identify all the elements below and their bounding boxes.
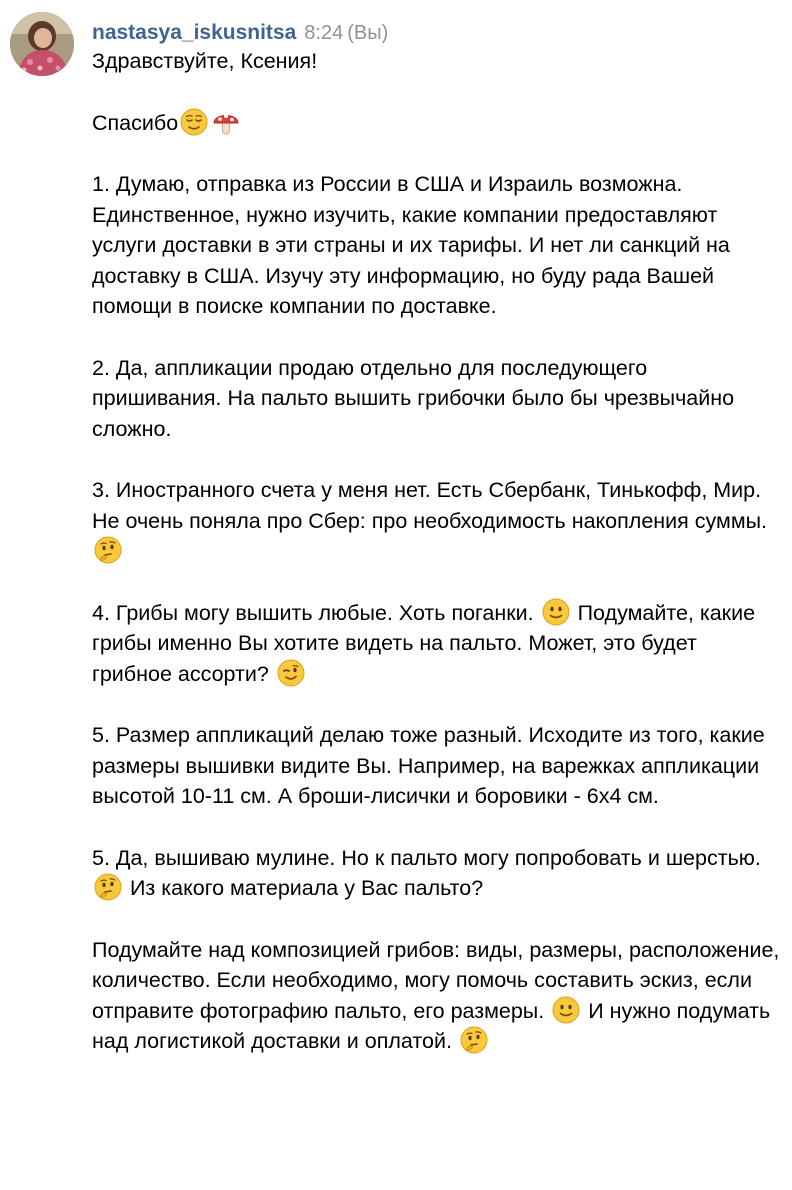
- message-paragraph: [92, 353, 782, 445]
- slight-smile-icon: [542, 598, 570, 626]
- mushroom-icon: [212, 108, 240, 136]
- message-text: И нужно подумать над логистикой доставки и оплатой.: [92, 998, 771, 1053]
- author-name[interactable]: nastasya_iskusnitsa: [92, 21, 297, 44]
- slight-smile-icon: [552, 996, 580, 1024]
- message-text: 1. Думаю, отправка из России в США и Израиль возможна. Единственное, нужно изучить, какие компании предоставляют услуги доставки в эти страны и их тарифы. И нет ли санкций на доставку в США. Изучу эту информацию, но буду рада Вашей помощи в поиске компании по доставке.: [92, 172, 730, 318]
- message-text: 3. Иностранного счета у меня нет. Есть Сбербанк, Тинькофф, Мир. Не очень поняла про Сбер: про необходимость накопления суммы.: [92, 478, 768, 533]
- message-paragraph: [92, 843, 782, 904]
- message-paragraph: [92, 169, 782, 322]
- message-paragraph: [92, 935, 782, 1057]
- message-paragraph: [92, 720, 782, 812]
- message-text: 5. Да, вышиваю мулине. Но к пальто могу попробовать и шерстью.: [92, 845, 761, 870]
- message-time: 8:24: [304, 22, 344, 44]
- message-text: 4. Грибы могу вышить любые. Хоть поганки.: [92, 600, 540, 625]
- thinking-face-icon: [94, 536, 122, 564]
- message-header: [92, 19, 388, 47]
- you-label: (Вы): [347, 22, 389, 44]
- avatar-photo-icon: [10, 12, 74, 76]
- message-paragraph: [92, 46, 782, 77]
- message-text: Подумайте, какие грибы именно Вы хотите видеть на пальто. Может, это будет грибное ассорти?: [92, 600, 756, 686]
- avatar[interactable]: [10, 12, 74, 76]
- message-text: Здравствуйте, Ксения!: [92, 49, 318, 73]
- relieved-face-icon: [180, 108, 208, 136]
- thinking-face-icon: [460, 1026, 488, 1054]
- message-text: 5. Размер аппликаций делаю тоже разный. Исходите из того, какие размеры вышивки видите Вы. Например, на варежках аппликации высотой 10-11 см. А броши-лисички и боровики - 6х4 см.: [92, 723, 765, 808]
- message-paragraph: [92, 598, 782, 690]
- message-text: 2. Да, аппликации продаю отдельно для последующего пришивания. На пальто вышить грибочки было бы чрезвычайно сложно.: [92, 355, 735, 441]
- winking-face-icon: [277, 659, 305, 687]
- message-body: [92, 46, 782, 1057]
- message-paragraph: [92, 475, 782, 567]
- message-paragraph: [92, 108, 782, 139]
- thinking-face-icon: [94, 873, 122, 901]
- message-text: Из какого материала у Вас пальто?: [124, 876, 484, 900]
- message-text: Спасибо: [92, 110, 179, 135]
- message-text: Подумайте над композицией грибов: виды, размеры, расположение, количество. Если необходимо, могу помочь составить эскиз, если отправите фотографию пальто, его размеры.: [92, 937, 780, 1023]
